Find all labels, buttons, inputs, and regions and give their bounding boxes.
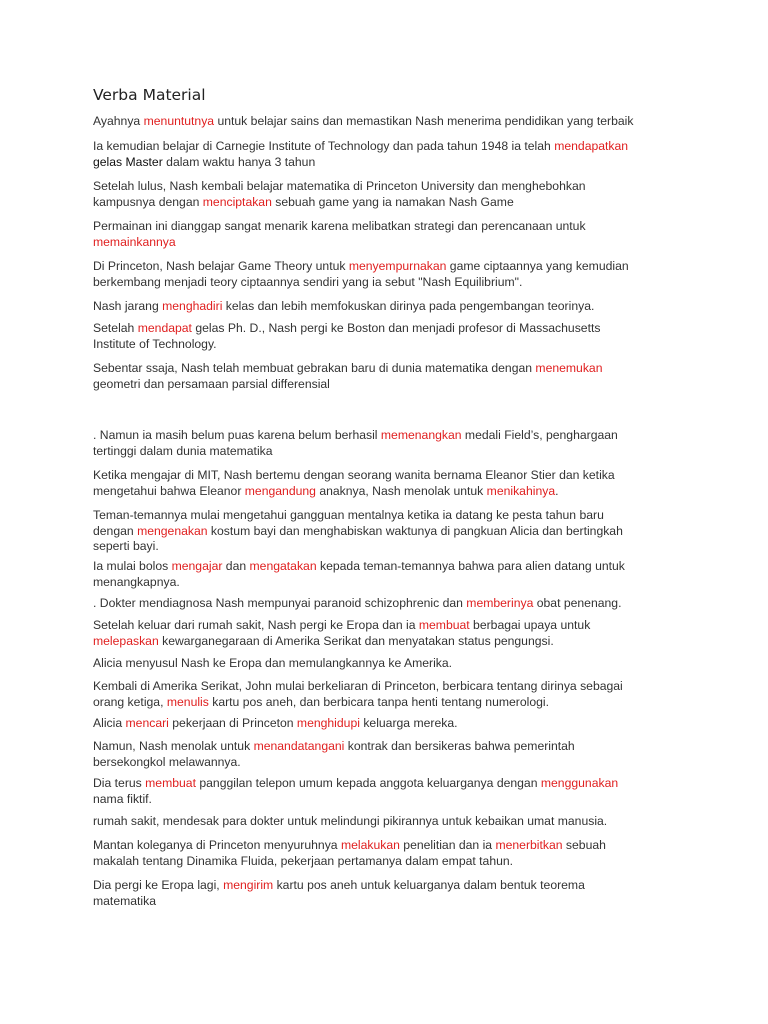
text-line (93, 878, 693, 894)
text-line (93, 179, 693, 195)
paragraph (93, 114, 693, 130)
text-segment: dan (222, 559, 250, 573)
paragraph (93, 468, 693, 499)
paragraph (93, 321, 693, 352)
text-line (93, 195, 693, 211)
text-segment: sebuah (562, 838, 606, 852)
text-line (93, 155, 693, 171)
text-segment: Ayahnya (93, 114, 144, 128)
text-segment: obat penenang. (533, 596, 622, 610)
text-line (93, 894, 693, 910)
text-segment: Dia terus (93, 776, 146, 790)
text-segment: Setelah lulus, Nash kembali belajar matematika di Princeton University dan menghebohkan (93, 179, 586, 193)
text-line (93, 275, 693, 291)
text-segment: nama fiktif. (93, 791, 152, 806)
text-segment: penelitian dan ia (399, 838, 496, 852)
text-line (93, 575, 693, 591)
text-segment: Teman-temannya mulai mengetahui gangguan mentalnya ketika ia datang ke pesta tahun baru (93, 508, 604, 522)
paragraph (93, 716, 693, 732)
text-line (93, 219, 693, 235)
text-segment: Ketika mengajar di MIT, Nash bertemu dengan seorang wanita bernama Eleanor Stier dan ketika (93, 468, 615, 482)
text-segment: kewarganegaraan di Amerika Serikat dan menyatakan status pengungsi. (158, 633, 554, 648)
text-line (93, 444, 693, 460)
text-line (93, 114, 693, 130)
text-line (93, 679, 693, 695)
text-segment: panggilan telepon umum kepada anggota keluarganya dengan (195, 776, 541, 790)
text-segment: mengetahui bahwa Eleanor (93, 483, 245, 498)
highlighted-verb: memberinya (466, 596, 534, 610)
highlighted-verb: menandatangani (253, 739, 345, 753)
text-segment: untuk belajar sains dan memastikan Nash menerima pendidikan yang terbaik (214, 114, 634, 128)
text-line (93, 792, 693, 808)
text-line (93, 377, 693, 393)
text-line (93, 814, 693, 830)
text-segment: Namun, Nash menolak untuk (93, 739, 254, 753)
text-line (93, 656, 693, 672)
paragraph (93, 618, 693, 649)
text-segment: Setelah keluar dari rumah sakit, Nash pergi ke Eropa dan ia (93, 618, 419, 632)
text-segment: gelas Master (93, 154, 163, 169)
text-segment: kelas dan lebih memfokuskan dirinya pada pengembangan teorinya. (222, 299, 595, 313)
text-segment: tertinggi dalam dunia matematika (93, 443, 273, 458)
text-segment: . (555, 483, 559, 498)
text-segment: Alicia menyusul Nash ke Eropa dan memulangkannya ke Amerika. (93, 656, 453, 670)
text-line (93, 139, 693, 155)
text-line (93, 716, 693, 732)
text-segment: bersekongkol melawannya. (93, 754, 241, 769)
paragraph (93, 596, 693, 612)
text-line (93, 755, 693, 771)
document-title: Verba Material (93, 86, 206, 104)
text-segment: geometri dan persamaan parsial differensial (93, 376, 330, 391)
text-segment: Alicia (93, 716, 126, 730)
highlighted-verb: mengandung (244, 483, 316, 498)
text-segment: dalam waktu hanya 3 tahun (162, 154, 316, 169)
text-line (93, 299, 693, 315)
text-line (93, 235, 693, 251)
highlighted-verb: memenangkan (380, 428, 462, 442)
highlighted-verb: mencari (125, 716, 169, 730)
paragraph (93, 259, 693, 290)
paragraph (93, 814, 693, 830)
text-segment: rumah sakit, mendesak para dokter untuk melindungi pikirannya untuk kebaikan umat manusia. (93, 814, 608, 828)
paragraph (93, 361, 693, 392)
text-segment: matematika (93, 893, 156, 908)
paragraph (93, 299, 693, 315)
text-segment: kontrak dan bersikeras bahwa pemerintah (344, 739, 575, 753)
paragraph (93, 776, 693, 807)
text-line (93, 539, 693, 555)
paragraph (93, 559, 693, 590)
text-segment: Di Princeton, Nash belajar Game Theory untuk (93, 259, 349, 273)
text-line (93, 739, 693, 755)
text-line (93, 776, 693, 792)
text-line (93, 695, 693, 711)
highlighted-verb: menikahinya (486, 483, 556, 498)
highlighted-verb: menulis (166, 694, 209, 709)
paragraph (93, 838, 693, 869)
highlighted-verb: membuat (418, 618, 470, 632)
highlighted-verb: mengajar (171, 559, 223, 573)
text-segment: Ia mulai bolos (93, 559, 172, 573)
highlighted-verb: menemukan (535, 361, 603, 375)
text-segment: kampusnya dengan (93, 194, 203, 209)
paragraph (93, 656, 693, 672)
text-segment: gelas Ph. D., Nash pergi ke Boston dan menjadi profesor di Massachusetts (191, 321, 601, 335)
highlighted-verb: menghidupi (296, 716, 360, 730)
text-line (93, 337, 693, 353)
paragraph (93, 878, 693, 909)
text-line (93, 524, 693, 540)
highlighted-verb: mengenakan (137, 523, 208, 538)
highlighted-verb: mengatakan (249, 559, 317, 573)
text-segment: kepada teman-temannya bahwa para alien datang untuk (316, 559, 625, 573)
highlighted-verb: menggunakan (540, 776, 619, 790)
text-line (93, 484, 693, 500)
highlighted-verb: menuntutnya (143, 114, 215, 128)
text-segment: dengan (93, 523, 138, 538)
text-segment: Ia kemudian belajar di Carnegie Institute of Technology dan pada tahun 1948 ia telah (93, 139, 555, 153)
text-segment: orang ketiga, (93, 694, 167, 709)
text-segment: Sebentar ssaja, Nash telah membuat gebrakan baru di dunia matematika dengan (93, 361, 536, 375)
text-segment: medali Field’s, penghargaan (461, 428, 618, 442)
highlighted-verb: membuat (145, 776, 196, 790)
text-segment: pekerjaan di Princeton (168, 716, 297, 730)
text-segment: makalah tentang Dinamika Fluida, pekerjaan pertamanya dalam empat tahun. (93, 853, 514, 868)
text-line (93, 468, 693, 484)
text-segment: menangkapnya. (93, 574, 180, 589)
text-segment: sebuah game yang ia namakan Nash Game (271, 194, 514, 209)
highlighted-verb: menghadiri (162, 299, 223, 313)
text-line (93, 559, 693, 575)
highlighted-verb: mendapat (137, 321, 192, 335)
text-line (93, 259, 693, 275)
text-segment: Mantan koleganya di Princeton menyuruhnya (93, 838, 341, 852)
text-line (93, 634, 693, 650)
text-segment: kartu pos aneh untuk keluarganya dalam bentuk teorema (273, 878, 585, 892)
paragraph (93, 179, 693, 210)
text-line (93, 361, 693, 377)
paragraph (93, 428, 693, 459)
highlighted-verb: mengirim (223, 878, 274, 892)
highlighted-verb: menciptakan (202, 194, 272, 209)
paragraph (93, 739, 693, 770)
highlighted-verb: memainkannya (93, 234, 176, 249)
paragraph (93, 219, 693, 250)
text-segment: berbagai upaya untuk (469, 618, 591, 632)
text-segment: berkembang menjadi teory ciptaannya sendiri yang ia sebut "Nash Equilibrium". (93, 274, 523, 289)
text-line (93, 854, 693, 870)
paragraph (93, 139, 693, 170)
text-line (93, 596, 693, 612)
text-line (93, 321, 693, 337)
text-segment: Dia pergi ke Eropa lagi, (93, 878, 224, 892)
text-segment: anaknya, Nash menolak untuk (315, 483, 487, 498)
text-segment: keluarga mereka. (359, 716, 458, 730)
text-line (93, 618, 693, 634)
text-line (93, 428, 693, 444)
text-segment: Permainan ini dianggap sangat menarik karena melibatkan strategi dan perencanaan untuk (93, 219, 586, 233)
text-segment: . Dokter mendiagnosa Nash mempunyai paranoid schizophrenic dan (93, 596, 467, 610)
text-line (93, 508, 693, 524)
highlighted-verb: mendapatkan (554, 139, 629, 153)
highlighted-verb: melepaskan (93, 633, 159, 648)
highlighted-verb: melakukan (340, 838, 400, 852)
text-segment: . Namun ia masih belum puas karena belum berhasil (93, 428, 381, 442)
text-segment: kartu pos aneh, dan berbicara tanpa henti tentang numerologi. (208, 694, 549, 709)
paragraph (93, 679, 693, 710)
highlighted-verb: menyempurnakan (348, 259, 447, 273)
text-segment: Kembali di Amerika Serikat, John mulai berkeliaran di Princeton, berbicara tentang dirinya sebagai (93, 679, 623, 693)
text-segment: Nash jarang (93, 299, 163, 313)
text-line (93, 838, 693, 854)
text-segment: kostum bayi dan menghabiskan waktunya di pangkuan Alicia dan bertingkah (207, 523, 623, 538)
highlighted-verb: menerbitkan (495, 838, 563, 852)
text-segment: game ciptaannya yang kemudian (446, 259, 629, 273)
text-segment: Setelah (93, 321, 138, 335)
text-segment: Institute of Technology. (93, 336, 217, 351)
text-segment: seperti bayi. (93, 539, 159, 553)
paragraph (93, 508, 693, 555)
